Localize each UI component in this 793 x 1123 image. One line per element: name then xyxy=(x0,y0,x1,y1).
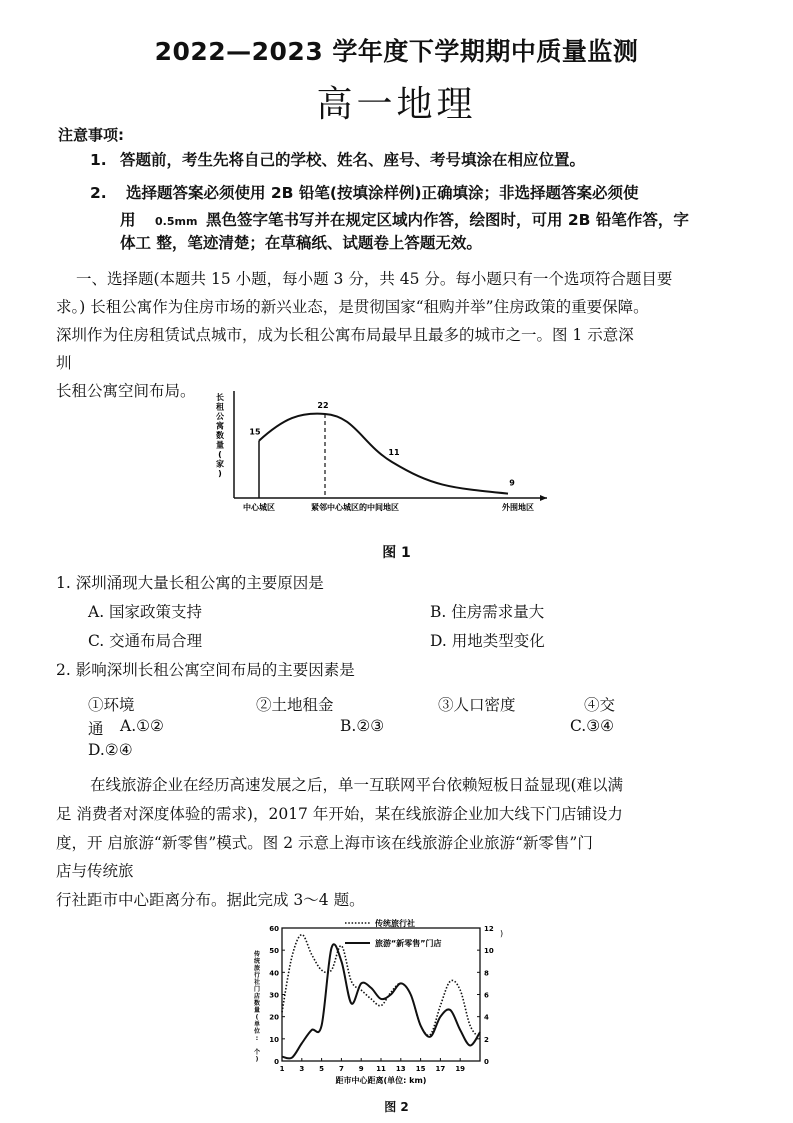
figure-2-x-tick-label: 5 xyxy=(319,1065,325,1073)
figure-2-left-tick-label: 20 xyxy=(269,1013,279,1022)
figure-2-right-tick-label: 12 xyxy=(484,925,494,933)
question-2-option-b[interactable]: B.②③ xyxy=(340,717,385,735)
figure-2-left-y-label-char: 位 xyxy=(253,1028,261,1035)
figure-1-category-label: 中心城区 xyxy=(243,503,275,512)
figure-1-chart xyxy=(212,386,562,516)
figure-1-plot xyxy=(215,391,547,512)
figure-1-data-label: 15 xyxy=(249,427,261,437)
question-2-item-4-cont: 通 xyxy=(88,720,104,738)
figure-2-left-y-label-char: 量 xyxy=(253,1007,261,1014)
figure-2-left-tick-label: 60 xyxy=(269,925,279,933)
figure-2-x-tick-label: 15 xyxy=(415,1065,426,1073)
figure-2-x-tick-label: 9 xyxy=(358,1065,364,1073)
figure-2-x-tick-label: 3 xyxy=(299,1065,305,1073)
section2-line-3: 度，开 启旅游“新零售”模式。图 2 示意上海市该在线旅游企业旅游“新零售”门 xyxy=(56,834,593,852)
figure-1-y-label-char: 量 xyxy=(216,440,224,450)
figure-2-x-label: 距市中心距离(单位: km) xyxy=(335,1076,427,1085)
figure-2-x-tick-label: 13 xyxy=(395,1065,406,1073)
figure-2-left-tick-label: 10 xyxy=(269,1035,279,1044)
question-2-item-2: ②土地租金 xyxy=(256,696,334,714)
question-2-item-3: ③人口密度 xyxy=(438,696,516,714)
figure-2-left-y-label-char: 单 xyxy=(253,1021,261,1028)
figure-2-left-y-label-char: 数 xyxy=(253,1000,261,1007)
figure-1-y-label-char: ( xyxy=(218,450,222,459)
figure-2-legend-label-new-retail: 旅游“新零售”门店 xyxy=(375,939,442,948)
question-1-option-d[interactable]: D. 用地类型变化 xyxy=(430,632,545,650)
figure-1-y-label-char: 公 xyxy=(216,412,224,421)
figure-2-legend-label-traditional: 传统旅行社 xyxy=(375,919,415,928)
figure-2-left-y-label-char: ( xyxy=(255,1014,259,1021)
question-2-item-4: ④交 xyxy=(584,696,616,714)
figure-2-x-tick-label: 1 xyxy=(279,1065,285,1073)
question-2-option-c[interactable]: C.③④ xyxy=(570,717,615,735)
question-1-option-b[interactable]: B. 住房需求量大 xyxy=(430,603,545,621)
figure-1-data-label: 11 xyxy=(388,448,400,457)
figure-1-y-label-char: 寓 xyxy=(216,421,224,431)
figure-2-x-tick-label: 17 xyxy=(435,1065,446,1073)
question-2-item-1: ①环境 xyxy=(88,696,135,714)
figure-2-left-y-label-char: 店 xyxy=(253,993,261,1000)
figure-1-category-label: 外围地区 xyxy=(502,503,534,512)
figure-2-left-y-label-char: 社 xyxy=(253,979,261,986)
section1-line-5: 长租公寓空间布局。 xyxy=(56,382,196,400)
figure-2-left-y-label-char: 传 xyxy=(253,951,261,958)
figure-2-left-tick-label: 30 xyxy=(269,991,279,1000)
figure-2-plot xyxy=(253,918,503,1085)
figure-2-right-tick-label: 4 xyxy=(484,1013,489,1022)
figure-1-curve xyxy=(259,414,508,494)
figure-2-series-new-retail xyxy=(282,944,480,1058)
notice-item-1: 答题前，考生先将自己的学校、姓名、座号、考号填涂在相应位置。 xyxy=(120,151,586,169)
notice-item-1-number: 1. xyxy=(90,151,107,169)
figure-1-category-label: 紧邻中心城区的中间地区 xyxy=(311,503,399,512)
figure-2-left-y-label-char: 行 xyxy=(253,972,261,979)
exam-subject: 高一地理 xyxy=(316,84,477,125)
figure-1-x-arrow xyxy=(540,495,547,501)
notice-item-2-line-2-b: 黑色签字笔书写并在规定区域内作答，绘图时，可用 2B 铅笔作答，字 xyxy=(206,211,689,229)
figure-2-right-tick-label: 10 xyxy=(484,947,494,956)
notice-item-2-line-2-a: 用 xyxy=(120,211,136,229)
notice-item-2-number: 2. xyxy=(90,184,107,202)
figure-2-left-y-label-char: : xyxy=(255,1035,259,1042)
figure-2-left-y-label-char: 门 xyxy=(253,986,261,993)
figure-2-left-y-label-char: 旅 xyxy=(253,965,261,972)
figure-2-left-tick-label: 0 xyxy=(274,1058,279,1066)
figure-2-right-tick-label: 6 xyxy=(484,991,489,1000)
section2-line-4: 店与传统旅 xyxy=(56,862,134,880)
figure-2-left-y-label-char: 统 xyxy=(253,958,261,965)
figure-2-left-y-label-char: 个 xyxy=(253,1049,261,1056)
exam-title: 2022—2023 学年度下学期期中质量监测 xyxy=(154,37,639,66)
question-2-option-a[interactable]: A.①② xyxy=(120,717,164,735)
notice-item-2-line-3: 体工 整，笔迹清楚；在草稿纸、试题卷上答题无效。 xyxy=(120,234,482,252)
question-1-option-a[interactable]: A. 国家政策支持 xyxy=(88,603,203,621)
section2-line-2: 足 消费者对深度体验的需求)，2017 年开始，某在线旅游企业加大线下门店铺设力 xyxy=(56,805,623,823)
question-2-option-d[interactable]: D.②④ xyxy=(88,741,133,759)
section2-line-5: 行社距市中心距离分布。据此完成 3～4 题。 xyxy=(56,891,365,909)
figure-2-right-axis-note: ) xyxy=(500,929,504,938)
figure-1-y-label-char: 数 xyxy=(216,431,224,440)
figure-1-y-label-char: 长 xyxy=(216,393,224,402)
figure-2-right-tick-label: 0 xyxy=(484,1058,489,1066)
notice-item-2-pen-size: 0.5mm xyxy=(155,215,198,228)
figure-1-y-label-char: 家 xyxy=(216,459,224,469)
figure-2-left-tick-label: 50 xyxy=(269,947,279,956)
question-1-option-c[interactable]: C. 交通布局合理 xyxy=(88,632,203,650)
section1-line-1: 一、选择题(本题共 15 小题，每小题 3 分，共 45 分。每小题只有一个选项符合题目要 xyxy=(76,270,673,288)
figure-1-y-label-char: ) xyxy=(218,469,222,478)
question-1-stem: 1. 深圳涌现大量长租公寓的主要原因是 xyxy=(56,574,324,592)
figure-2-caption: 图 2 xyxy=(384,1100,409,1114)
section1-line-4: 圳 xyxy=(56,354,72,372)
figure-2-left-y-label-char: ) xyxy=(255,1056,259,1063)
figure-2-x-tick-label: 7 xyxy=(338,1065,344,1073)
figure-2-chart xyxy=(245,916,535,1096)
section2-line-1: 在线旅游企业在经历高速发展之后，单一互联网平台依赖短板日益显现(难以满 xyxy=(90,776,624,794)
figure-2-right-tick-label: 8 xyxy=(484,969,489,978)
figure-2-x-tick-label: 19 xyxy=(455,1065,466,1073)
section1-line-3: 深圳作为住房租赁试点城市，成为长租公寓布局最早且最多的城市之一。图 1 示意深 xyxy=(56,326,634,344)
figure-2-left-tick-label: 40 xyxy=(269,969,279,978)
section1-line-2: 求。) 长租公寓作为住房市场的新兴业态，是贯彻国家“租购并举”住房政策的重要保障。 xyxy=(56,298,649,316)
notice-heading: 注意事项: xyxy=(58,126,124,144)
figure-1-caption: 图 1 xyxy=(382,545,411,561)
figure-2-series-traditional xyxy=(282,935,480,1039)
figure-2-right-tick-label: 2 xyxy=(484,1035,489,1044)
question-2-stem: 2. 影响深圳长租公寓空间布局的主要因素是 xyxy=(56,661,355,679)
figure-1-y-label-char: 租 xyxy=(216,402,224,412)
figure-2-x-tick-label: 11 xyxy=(376,1065,386,1073)
notice-item-2-line-1: 选择题答案必须使用 2B 铅笔(按填涂样例)正确填涂；非选择题答案必须使 xyxy=(126,184,639,202)
figure-1-data-label: 22 xyxy=(317,401,329,410)
figure-1-data-label: 9 xyxy=(509,478,515,488)
